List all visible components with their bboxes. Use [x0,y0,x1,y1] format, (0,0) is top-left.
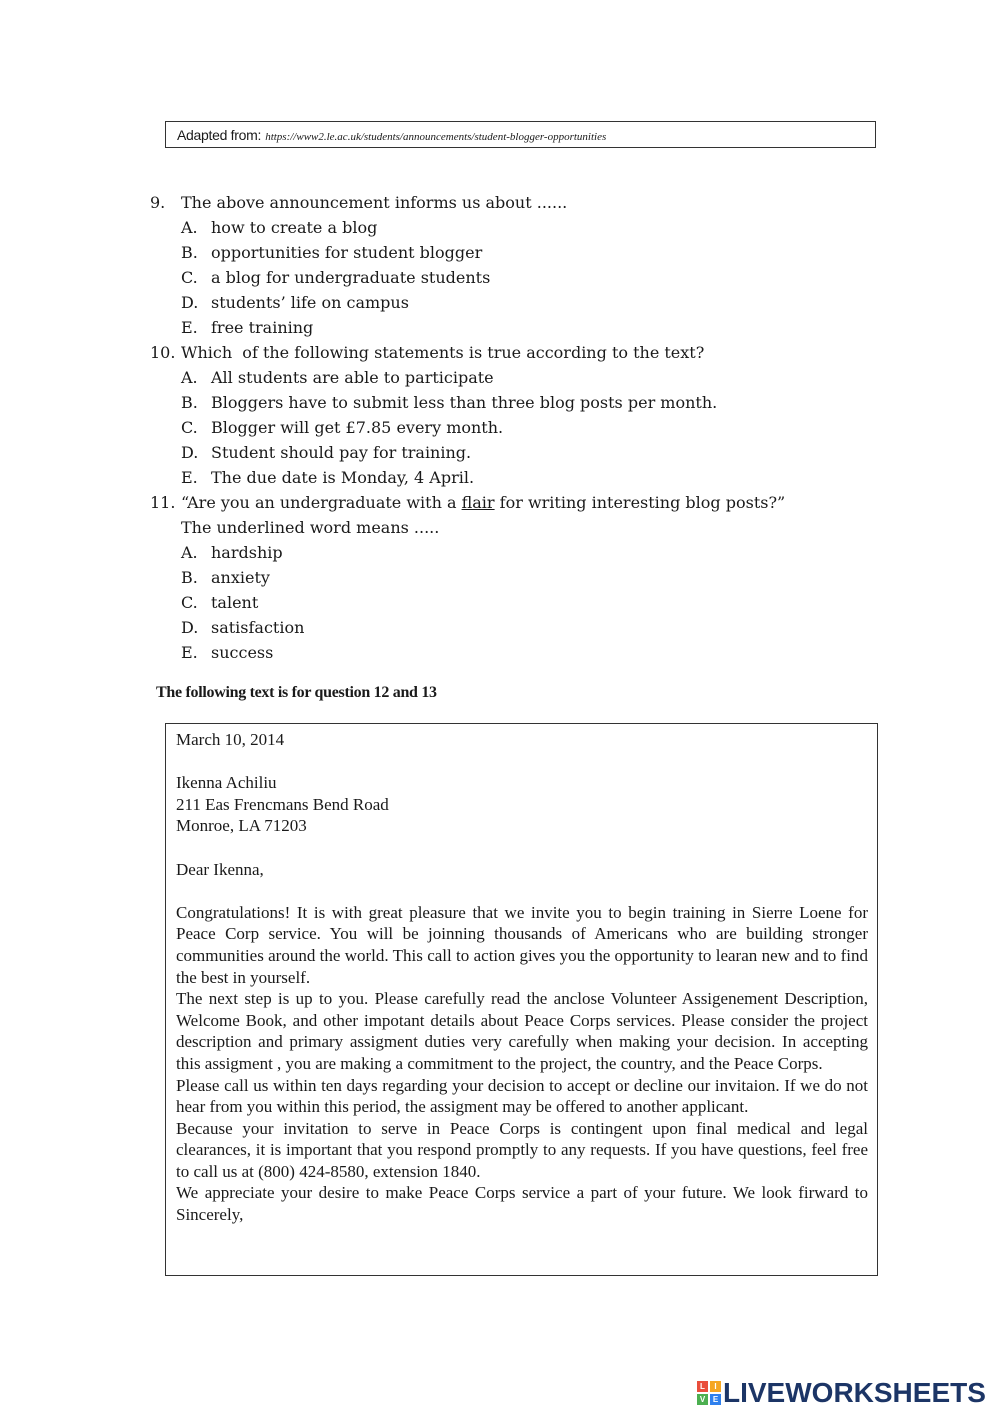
source-box [165,121,876,148]
option-letter: C. [181,268,198,287]
recipient-address-line-2: Monroe, LA 71203 [176,816,307,836]
option-letter: A. [181,368,198,387]
option[interactable] [150,465,890,490]
option-text: The due date is Monday, 4 April. [211,468,475,487]
option[interactable] [150,215,890,240]
underlined-word: flair [461,493,495,512]
option[interactable] [150,290,890,315]
option-letter: D. [181,443,199,462]
question-11 [150,490,890,665]
option-text: anxiety [211,568,270,587]
option-text: success [211,643,274,662]
option[interactable] [150,315,890,340]
source-url: https://www2.le.ac.uk/students/announcements/student-blogger-opportunities [265,131,607,143]
source-label: Adapted from: [177,127,262,143]
option[interactable] [150,565,890,590]
logo-tile: V [697,1394,708,1405]
option-letter: A. [181,218,198,237]
option-text: All students are able to participate [211,368,494,387]
question-text: Which of the following statements is true according to the text? [181,343,705,362]
question-text [181,490,785,515]
option-letter: E. [181,318,198,337]
option-letter: C. [181,418,198,437]
option-letter: D. [181,293,199,312]
option-text: talent [211,593,259,612]
option-text: Student should pay for training. [211,443,472,462]
option-letter: E. [181,643,198,662]
question-number: 11. [150,493,176,512]
option-text: satisfaction [211,618,305,637]
question-10 [150,340,890,490]
option[interactable] [150,240,890,265]
option-text: students’ life on campus [211,293,409,312]
option[interactable] [150,440,890,465]
option-letter: E. [181,468,198,487]
letter-paragraph: Congratulations! It is with great pleasure that we invite you to begin training in Sierre Loene for Peace Corp service. You will be joinning thousands of Americans who are building stronger communities around the world. This call to action gives you the opportunity to learan new and to find the best in yourself. [176,902,868,987]
option-letter: C. [181,593,198,612]
question-number: 10. [150,343,176,362]
option-letter: B. [181,243,198,262]
letter-paragraph: We appreciate your desire to make Peace Corps service a part of your future. We look firward to Sincerely, [176,1183,868,1225]
logo-tile: L [697,1381,708,1392]
option-text: free training [211,318,314,337]
option-letter: D. [181,618,199,637]
question-subtext: The underlined word means ..... [181,518,440,537]
option[interactable] [150,640,890,665]
option[interactable] [150,415,890,440]
letter-date: March 10, 2014 [176,730,285,749]
section-heading: The following text is for question 12 and 13 [156,684,437,701]
letter-paragraph: Because your invitation to serve in Peace Corps is contingent upon final medical and legal clearances, it is important that you respond promptly to any requests. If you have questions, feel free to call us at (800) 424-8580, extension 1840. [176,1118,868,1181]
question-text: The above announcement informs us about ...... [181,193,568,212]
option-text: hardship [211,543,283,562]
liveworksheets-logo[interactable] [697,1376,986,1410]
questions-list [150,190,890,665]
option[interactable] [150,265,890,290]
option-letter: B. [181,393,198,412]
option[interactable] [150,365,890,390]
letter-salutation: Dear Ikenna, [176,859,264,879]
recipient-address-line-1: 211 Eas Frencmans Bend Road [176,794,389,814]
recipient-name: Ikenna Achiliu [176,773,277,793]
quote-text-before: “Are you an undergraduate with a [181,493,462,512]
logo-text: LIVEWORKSHEETS [723,1377,986,1408]
option-text: Blogger will get £7.85 every month. [211,418,504,437]
option[interactable] [150,390,890,415]
option-text: Bloggers have to submit less than three blog posts per month. [211,393,718,412]
option-letter: A. [181,543,198,562]
option[interactable] [150,590,890,615]
option[interactable] [150,615,890,640]
letter-paragraph: The next step is up to you. Please carefully read the anclose Volunteer Assigenement Description, Welcome Book, and other impotant details about Peace Corps services. Please consider the project description and primary assigment duties very carefully when making your decision. In accepting this assigment , you are making a commitment to the project, the country, and the Peace Corps. [176,989,868,1073]
quote-text-after: for writing interesting blog posts?” [494,493,786,512]
option-letter: B. [181,568,198,587]
option[interactable] [150,540,890,565]
logo-tile: I [710,1381,721,1392]
option-text: a blog for undergraduate students [211,268,491,287]
question-number: 9. [150,193,166,212]
question-9 [150,190,890,340]
logo-tile: E [710,1394,721,1405]
logo-icon [697,1381,721,1405]
option-text: how to create a blog [211,218,378,237]
letter-box [165,723,878,1276]
letter-paragraph: Please call us within ten days regarding your decision to accept or decline our invitaion. If we do not hear from you within this period, the assigment may be offered to another applicant. [176,1075,868,1117]
option-text: opportunities for student blogger [211,243,483,262]
